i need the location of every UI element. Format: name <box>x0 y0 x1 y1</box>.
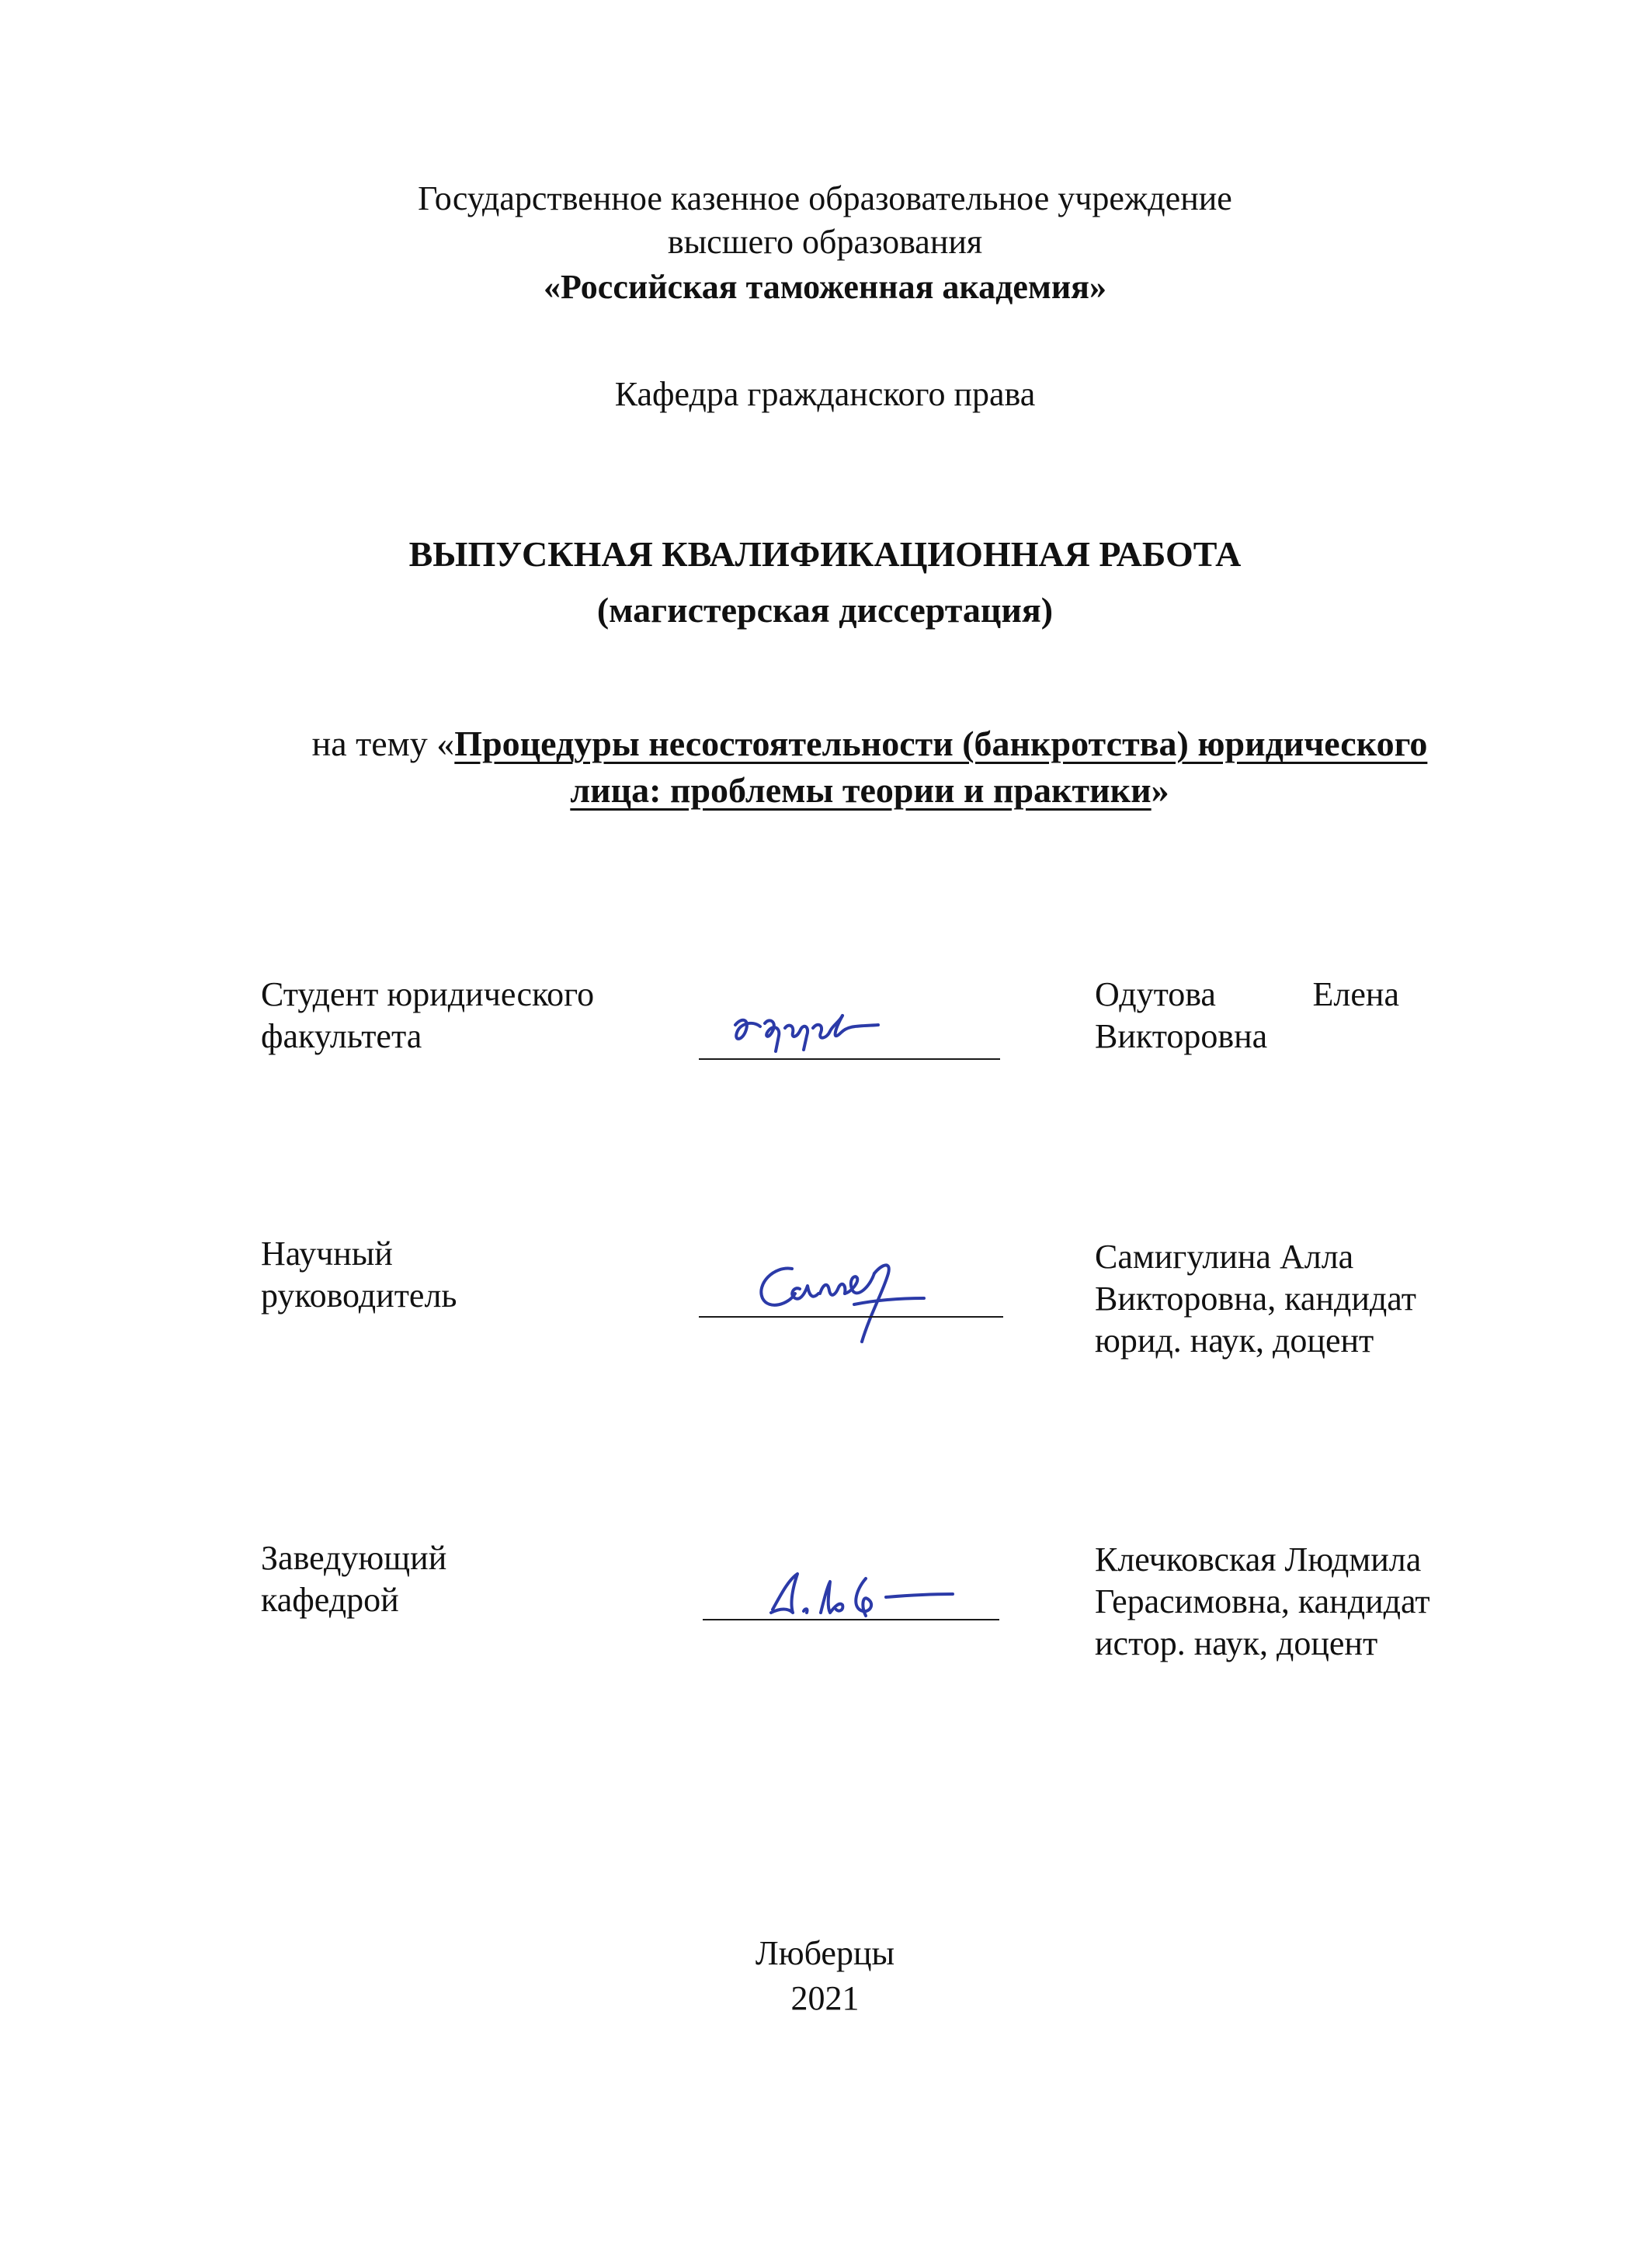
student-name <box>1095 974 1483 1058</box>
student-surname: Одутова <box>1095 975 1216 1013</box>
supervisor-name-line-1: Самигулина Алла <box>1095 1238 1354 1276</box>
city: Люберцы <box>755 1934 895 1972</box>
head-name-line-2: Герасимовна, кандидат <box>1095 1582 1430 1620</box>
topic-suffix: » <box>1151 770 1169 810</box>
work-subtype: (магистерская диссертация) <box>596 590 1054 630</box>
student-role-line-2: факультета <box>261 1017 422 1055</box>
institution-line-1: Государственное казенное образовательное учреждение <box>418 179 1232 217</box>
topic-line-2 <box>264 767 1475 814</box>
institution-line-2: высшего образования <box>667 223 983 261</box>
supervisor-role-line-1: Научный <box>261 1235 393 1273</box>
head-name-line-3: истор. наук, доцент <box>1095 1624 1378 1662</box>
supervisor-role-line-2: руководитель <box>261 1276 457 1315</box>
topic-block <box>264 721 1475 814</box>
supervisor-name-line-3: юрид. наук, доцент <box>1095 1322 1374 1360</box>
student-first-name: Елена <box>1312 975 1399 1013</box>
topic-title-line-2: лица: проблемы теории и практики <box>570 770 1152 810</box>
student-role-line-1: Студент юридического <box>261 975 595 1013</box>
student-role <box>261 974 696 1058</box>
head-role <box>261 1537 696 1621</box>
head-name-line-1: Клечковская Людмила <box>1095 1540 1422 1579</box>
supervisor-name <box>1095 1236 1483 1362</box>
year: 2021 <box>790 1979 860 2017</box>
work-type: ВЫПУСКНАЯ КВАЛИФИКАЦИОННАЯ РАБОТА <box>408 534 1242 574</box>
head-role-line-1: Заведующий <box>261 1539 447 1577</box>
supervisor-name-line-2: Викторовна, кандидат <box>1095 1280 1416 1318</box>
signature-student-icon <box>726 1002 928 1064</box>
topic-title-line-1: Процедуры несостоятельности (банкротства) юридического <box>454 724 1428 763</box>
institution-name: «Российская таможенная академия» <box>544 268 1106 306</box>
signature-head-icon <box>749 1565 959 1627</box>
topic-prefix: на тему « <box>311 724 455 763</box>
signature-line-student <box>699 1058 1000 1060</box>
head-name <box>1095 1539 1483 1665</box>
signature-line-head <box>703 1619 999 1620</box>
topic-line-1 <box>264 721 1475 767</box>
student-patronymic: Викторовна <box>1095 1017 1268 1055</box>
department-name: Кафедра гражданского права <box>614 375 1036 413</box>
supervisor-role <box>261 1233 696 1317</box>
signature-supervisor-icon <box>745 1250 947 1351</box>
head-role-line-2: кафедрой <box>261 1581 399 1619</box>
signature-line-supervisor <box>699 1316 1003 1318</box>
